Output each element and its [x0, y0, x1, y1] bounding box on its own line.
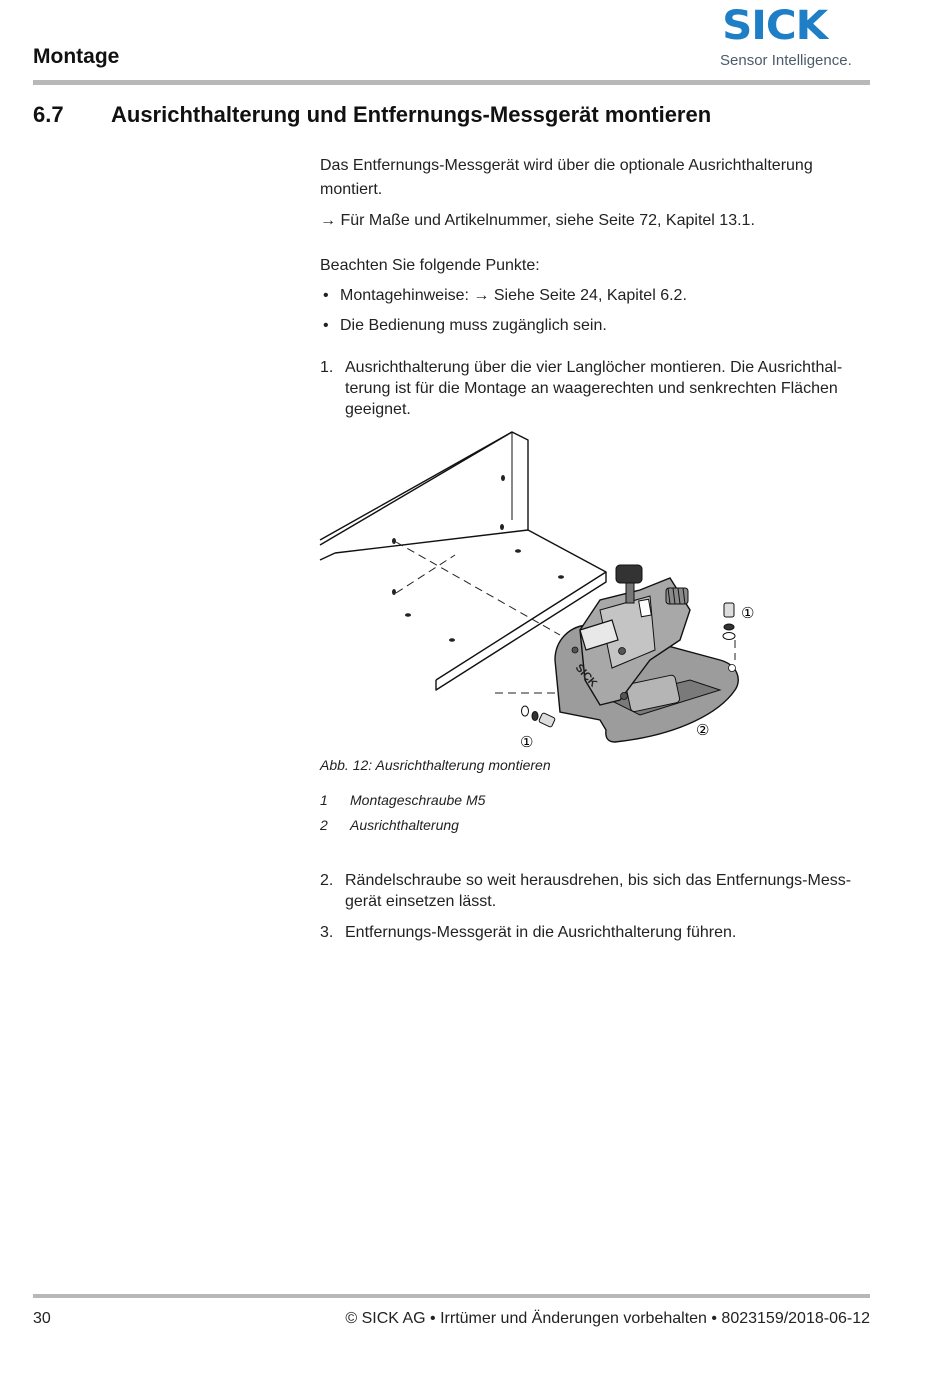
- chapter-heading: [33, 102, 711, 128]
- bracket-logo: SICK: [572, 661, 600, 690]
- legend-label: Ausrichthalterung: [350, 817, 459, 833]
- logo-wordmark: SICK: [722, 3, 828, 49]
- page-number: 30: [33, 1310, 51, 1327]
- callout-1-right: ①: [741, 604, 755, 622]
- legend-label: Montageschraube M5: [350, 792, 486, 808]
- intro-paragraph: Das Entfernungs-Messgerät wird über die optionale Ausrichthalterung montiert.: [320, 157, 813, 198]
- footer-copyright: © SICK AG • Irrtümer und Änderungen vorbehalten • 8023159/2018-06-12: [345, 1310, 870, 1327]
- chapter-number: 6.7: [33, 102, 64, 127]
- step-number: 3.: [320, 924, 334, 941]
- reference-link[interactable]: → Für Maße und Artikelnummer, siehe Seite 72, Kapitel 13.1.: [320, 212, 755, 229]
- step-text: Entfernungs-Messgerät in die Ausrichthalterung führen.: [345, 924, 737, 941]
- callout-2: ②: [696, 721, 710, 739]
- callout-1-left: ①: [520, 733, 534, 751]
- sick-logo: [720, 3, 875, 69]
- knurled-screw: [616, 565, 642, 583]
- step-number: 2.: [320, 872, 334, 889]
- chapter-title: Ausrichthalterung und Entfernungs-Messgerät montieren: [111, 102, 712, 127]
- footer-rule: [33, 1294, 870, 1298]
- legend-item: [320, 792, 620, 808]
- header-rule: [33, 80, 870, 85]
- mounting-illustration: [318, 425, 755, 755]
- legend-key: 2: [320, 817, 328, 833]
- logo-tagline: Sensor Intelligence.: [720, 52, 852, 69]
- step-item: [320, 357, 870, 420]
- step-text: Rändelschraube so weit herausdrehen, bis sich das Entfernungs-Messgerät einsetzen lässt.: [345, 872, 852, 910]
- figure-caption: Abb. 12: Ausrichthalterung montieren: [320, 757, 551, 773]
- screw-set-left: [522, 706, 556, 727]
- list-item: • Die Bedienung muss zugänglich sein.: [323, 317, 607, 334]
- bullet-text[interactable]: Montagehinweise: → Siehe Seite 24, Kapitel 6.2.: [340, 287, 687, 304]
- bullet-list: [320, 284, 860, 344]
- bullet-text: Die Bedienung muss zugänglich sein.: [340, 317, 607, 334]
- list-item: • Montagehinweise: → Siehe Seite 24, Kapitel 6.2.: [323, 287, 687, 304]
- legend-key: 1: [320, 792, 328, 808]
- step-list-1: [320, 357, 870, 420]
- screw-set-right: [723, 603, 735, 640]
- step-number: 1.: [320, 359, 334, 376]
- points-intro: Beachten Sie folgende Punkte:: [320, 257, 540, 274]
- legend-item: [320, 817, 620, 833]
- step-item: [320, 922, 870, 943]
- step-item: [320, 870, 870, 912]
- step-text: Ausrichthalterung über die vier Langlöcher montieren. Die Ausrichthalterung ist für die Montage an waagerechten und senkrechten Flächen geeignet.: [345, 359, 843, 418]
- section-title: Montage: [33, 45, 120, 68]
- step-list-2: [320, 870, 870, 943]
